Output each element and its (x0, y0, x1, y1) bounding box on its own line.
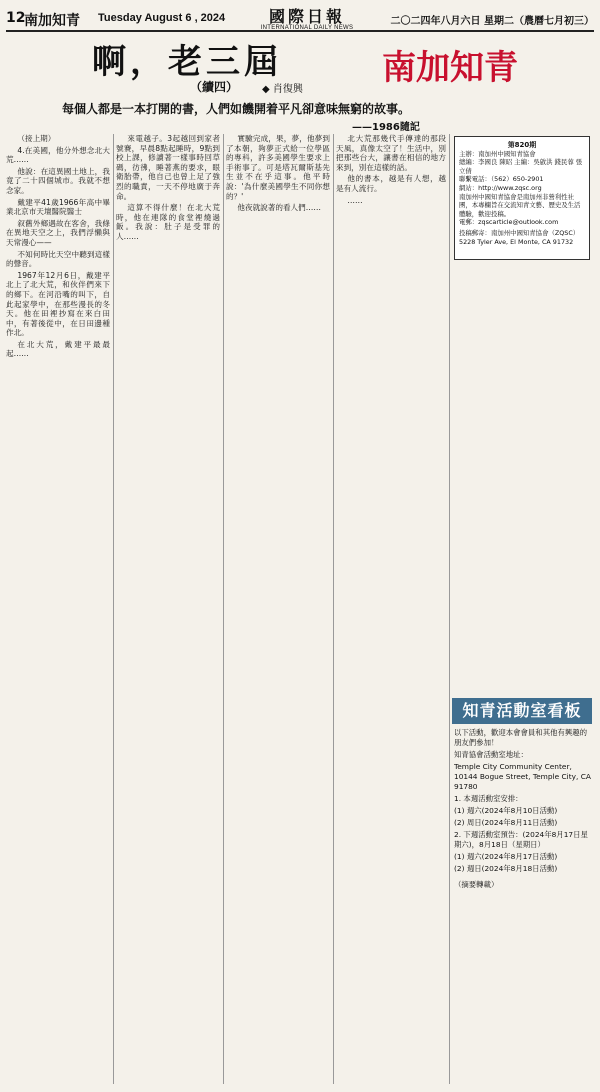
article-paragraph: 他夜就說著的看人們…… (237, 203, 321, 213)
section-name: 南加知青 (24, 13, 80, 29)
article-title: 啊，老三屆 (92, 42, 282, 82)
article-column-3 (226, 134, 330, 1084)
events-board (454, 728, 592, 1086)
article-paragraph: 在北大荒，戴建平最最起…… (6, 339, 110, 359)
email-link[interactable]: 電郵：zqscarticle@outlook.com (459, 218, 559, 227)
venue-label: 知青協會活動室地址： (454, 750, 528, 759)
phone-line: 聯繫電話：（562）650-2901 (459, 175, 544, 184)
column-info-box (454, 136, 590, 260)
events-list (454, 794, 592, 874)
article-column-2 (116, 134, 220, 1084)
event-item: (1) 週六(2024年8月10日活動) (454, 806, 558, 815)
event-item: (2) 周日(2024年8月11日活動) (454, 818, 558, 827)
masthead-english: INTERNATIONAL DAILY NEWS (260, 25, 354, 31)
event-item: (2) 週日(2024年8月18日活動) (454, 864, 558, 873)
column-divider (223, 134, 224, 1084)
article-paragraph: 他的書本，越是有人想，越是有人流行。 (336, 174, 446, 193)
website-link[interactable]: 網站：http://www.zqsc.org (459, 183, 542, 192)
events-intro: 以下活動，歡迎本會會員和其他有興趣的朋友們參加！ (454, 728, 588, 747)
column-divider (449, 134, 450, 1084)
publisher-line: 主辦：南加州中國知青協會 (459, 149, 536, 158)
article-subtitle: （續四） (190, 80, 239, 94)
article-column-4 (336, 134, 446, 1084)
article-paragraph: …… (347, 195, 363, 205)
masthead-chinese: 國際日報 (268, 7, 345, 26)
page-header (6, 8, 594, 32)
event-item: 2. 下週活動室預告：(2024年8月17日星期六)，8月18日（星期日） (454, 830, 588, 849)
description-text: 南加州中國知青協會是南加州非營利性社團，本專欄旨在交流知青文藝、歷史及生活體驗，歡迎投稿。 (459, 192, 581, 218)
venue-address: Temple City Community Center, 10144 Bogue Street, Temple City, CA 91780 (454, 762, 591, 791)
page-number: 12 (6, 10, 26, 26)
events-heading: 知青活動室看板 (452, 698, 592, 724)
event-item: (1) 週六(2024年8月17日活動) (454, 852, 558, 861)
article-paragraph: （接上期） (17, 134, 56, 143)
brand-text: 南加知青 (382, 48, 518, 88)
article-paragraph: 4.在美國，他分外想念北大荒…… (6, 145, 110, 165)
events-footer: （摘要轉載） (454, 880, 499, 889)
event-item: 1. 本週活動室安排： (454, 794, 523, 803)
mail-label: 投稿郵寄：南加州中國知青協會（ZQSC） (459, 228, 580, 237)
masthead (252, 4, 362, 31)
column-divider (333, 134, 334, 1084)
article-paragraph: 戴建平41歲1966年高中畢業北京市天壇醫院醫士 (6, 197, 110, 217)
issue-number: 第820期 (507, 141, 537, 149)
article-paragraph: 這算不得什麼！在北大荒時，他在連隊的食堂裡燒過飯。我說：肚子是受罪的人…… (116, 203, 220, 241)
date-english: Tuesday August 6 , 2024 (98, 12, 226, 24)
article-paragraph: 北大荒那幾代手傳達的那段天風，真像太空了！生活中，別把那些台大，讓書在相信的地方來到，別在這樣的話。 (336, 134, 446, 172)
editors-line: 總編：李國良 陳昭 主編：吳啟洪 錢民蓉 張立倩 (459, 158, 583, 175)
date-chinese: 二〇二四年八月六日 星期二（農曆七月初三） (390, 16, 594, 27)
brand-logo (382, 40, 592, 114)
article-lede: 每個人都是一本打開的書，人們如饑開着平凡卻意味無窮的故事。 (62, 102, 411, 116)
article-paragraph: 他說：在這異國土地上，我竟了二十四個城市。我就不想念家。 (6, 166, 110, 195)
article-lede-tail: ——1986隨記 (352, 122, 420, 133)
mail-address: 5228 Tyler Ave, El Monte, CA 91732 (459, 237, 574, 246)
article-paragraph: 實驗完成，果，夢，他夢到了本朝，夠夢正式給一位學區的專科，許多美國學生要求上手術事了。可是塔瓦爾斯基先生並不在乎這事。他平時說：'為什麼美國學生不同你想的？' (226, 134, 330, 201)
article-author: ◆ 肖復興 (262, 84, 303, 95)
column-divider (113, 134, 114, 1084)
article-paragraph: 1967年12月6日，戴建平北上了北大荒，和伙伴們來下的鄉下。在河沿嘴的叫下，自此起家學中，在那些漫長的冬天。他在田裡抄寫在來白田中，有著後從中，在日田邊種作北。 (6, 270, 110, 338)
article-column-1 (6, 134, 110, 1084)
article-paragraph: 不知何時比天空中聽到這樣的聲音。 (6, 249, 110, 269)
article-paragraph: 叙舊外鄉遇故在客舍，我條在異地天空之上，我們浮懶與天常漫心—— (6, 218, 110, 247)
article-paragraph: 來電越子。3起越回到家者號賽，早晨8點起睡時，9點到校上課，修讀著一樣事時回草碼，彷彿，睡著燕的要求，眼衛胎帶，他自己也曾上足了強烈的職責，一天不停地廣于奔命。 (116, 134, 220, 201)
